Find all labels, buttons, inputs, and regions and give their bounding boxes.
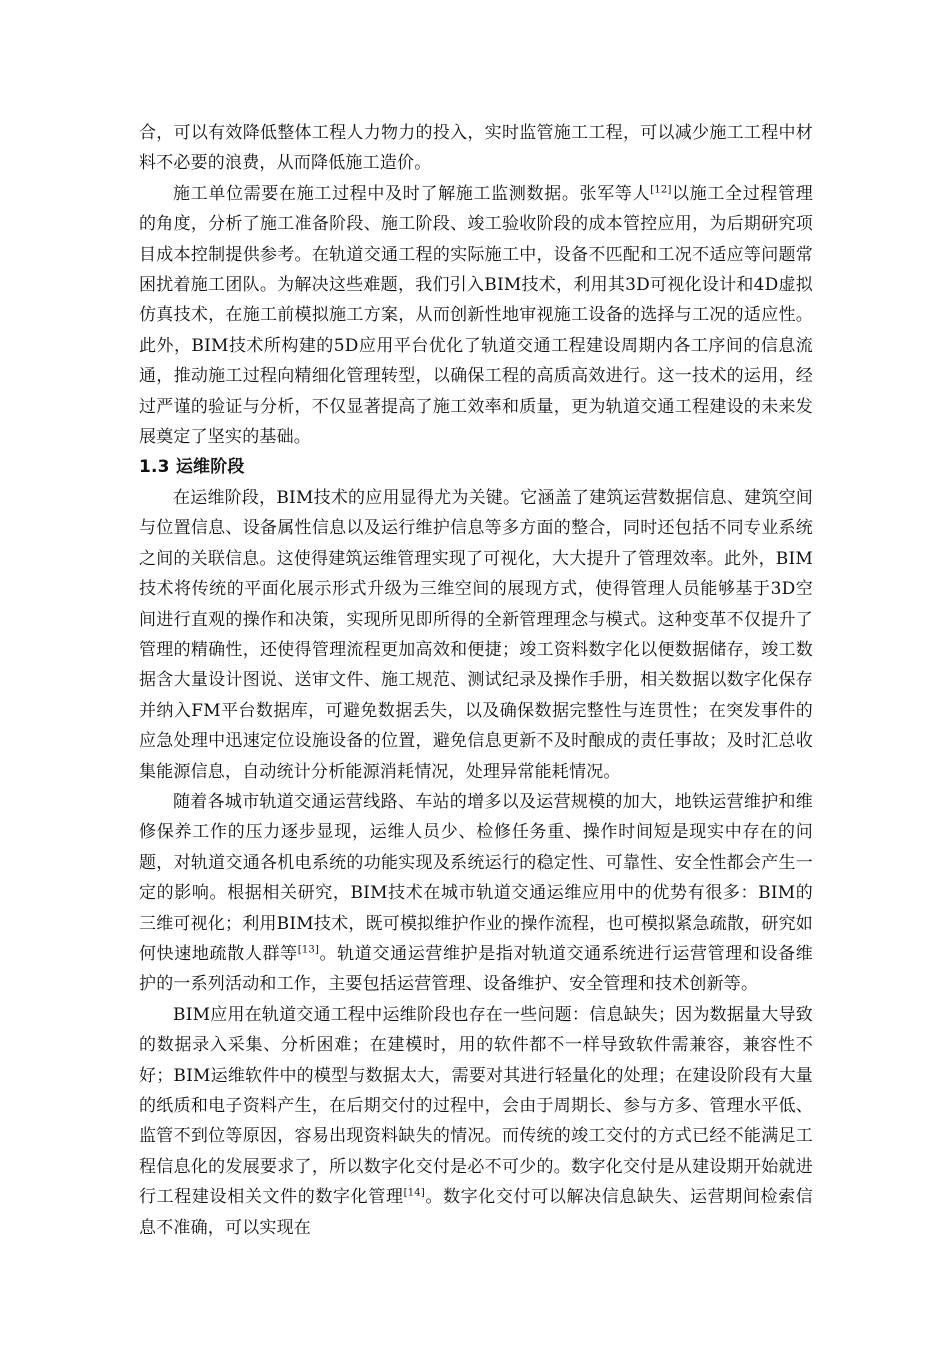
paragraph-operation-bim — [139, 483, 813, 787]
citation-13: [13] — [297, 944, 320, 956]
paragraph-text: 以施工全过程管理的角度，分析了施工准备阶段、施工阶段、竣工验收阶段的成本管控应用，为后期研究项目成本控制提供参考。在轨道交通工程的实际施工中，设备不匹配和工况不适应等问题常困扰着施工团队。为解决这些难题，我们引入BIM技术，利用其3D可视化设计和4D虚拟仿真技术，在施工前模拟施工方案，从而创新性地审视施工设备的选择与工况的适应性。此外，BIM技术所构建的5D应用平台优化了轨道交通工程建设周期内各工序间的信息流通，推动施工过程向精细化管理转型，以确保工程的高质高效进行。这一技术的运用，经过严谨的验证与分析，不仅显著提高了施工效率和质量，更为轨道交通工程建设的未来发展奠定了坚实的基础。 — [139, 183, 813, 448]
paragraph-text: 在运维阶段，BIM技术的应用显得尤为关键。它涵盖了建筑运营数据信息、建筑空间与位置信息、设备属性信息以及运行维护信息等多方面的整合，同时还包括不同专业系统之间的关联信息。这使得建筑运维管理实现了可视化，大大提升了管理效率。此外，BIM技术将传统的平面化展示形式升级为三维空间的展现方式，使得管理人员能够基于3D空间进行直观的操作和决策，实现所见即所得的全新管理理念与模式。这种变革不仅提升了管理的精确性，还使得管理流程更加高效和便捷；竣工资料数字化以便数据储存，竣工数据含大量设计图说、送审文件、施工规范、测试纪录及操作手册，相关数据以数字化保存并纳入FM平台数据库，可避免数据丢失，以及确保数据完整性与连贯性；在突发事件的应急处理中迅速定位设施设备的位置，避免信息更新不及时酿成的责任事故；及时汇总收集能源信息，自动统计分析能源消耗情况，处理异常能耗情况。 — [139, 487, 813, 782]
paragraph-construction-monitoring — [139, 179, 813, 453]
paragraph-text: BIM应用在轨道交通工程中运维阶段也存在一些问题：信息缺失；因为数据量大导致的数据录入采集、分析困难；在建模时，用的软件都不一样导致软件需兼容，兼容性不好；BIM运维软件中的模型与数据太大，需要对其进行轻量化的处理；在建设阶段有大量的纸质和电子资料产生，在后期交付的过程中，会由于周期长、参与方多、管理水平低、监管不到位等原因，容易出现资料缺失的情况。而传统的竣工交付的方式已经不能满足工程信息化的发展要求了，所以数字化交付是必不可少的。数字化交付是从建设期开始就进行工程建设相关文件的数字化管理 — [139, 1004, 813, 1208]
citation-14: [14] — [403, 1187, 425, 1199]
paragraph-operation-issues — [139, 1000, 813, 1243]
paragraph-text: 施工单位需要在施工过程中及时了解施工监测数据。张军等人 — [173, 183, 651, 204]
paragraph-text: 随着各城市轨道交通运营线路、车站的增多以及运营规模的加大，地铁运营维护和维修保养工作的压力逐步显现，运维人员少、检修任务重、操作时间短是现实中存在的问题，对轨道交通各机电系统的功能实现及系统运行的稳定性、可靠性、安全性都会产生一定的影响。根据相关研究，BIM技术在城市轨道交通运维应用中的优势有很多：BIM的三维可视化；利用BIM技术，既可模拟维护作业的操作流程，也可模拟紧急疏散，研究如何快速地疏散人群等 — [139, 791, 813, 964]
paragraph-text: 。数字化交付可以解决信息缺失、运营期间检索信息不准确，可以实现在 — [139, 1187, 813, 1238]
paragraph-text: 。轨道交通运营维护是指对轨道交通系统进行运营管理和设备维护的一系列活动和工作，主要包括运营管理、设备维护、安全管理和技术创新等。 — [139, 943, 813, 995]
paragraph-text: 合，可以有效降低整体工程人力物力的投入，实时监管施工工程，可以减少施工工程中材料不必要的浪费，从而降低施工造价。 — [139, 123, 813, 174]
paragraph-operation-maintenance — [139, 787, 813, 1000]
section-heading-operation: 1.3 运维阶段 — [139, 457, 245, 478]
citation-12: [12] — [650, 184, 672, 196]
document-page — [139, 118, 813, 1243]
paragraph-construction-cost — [139, 118, 813, 179]
